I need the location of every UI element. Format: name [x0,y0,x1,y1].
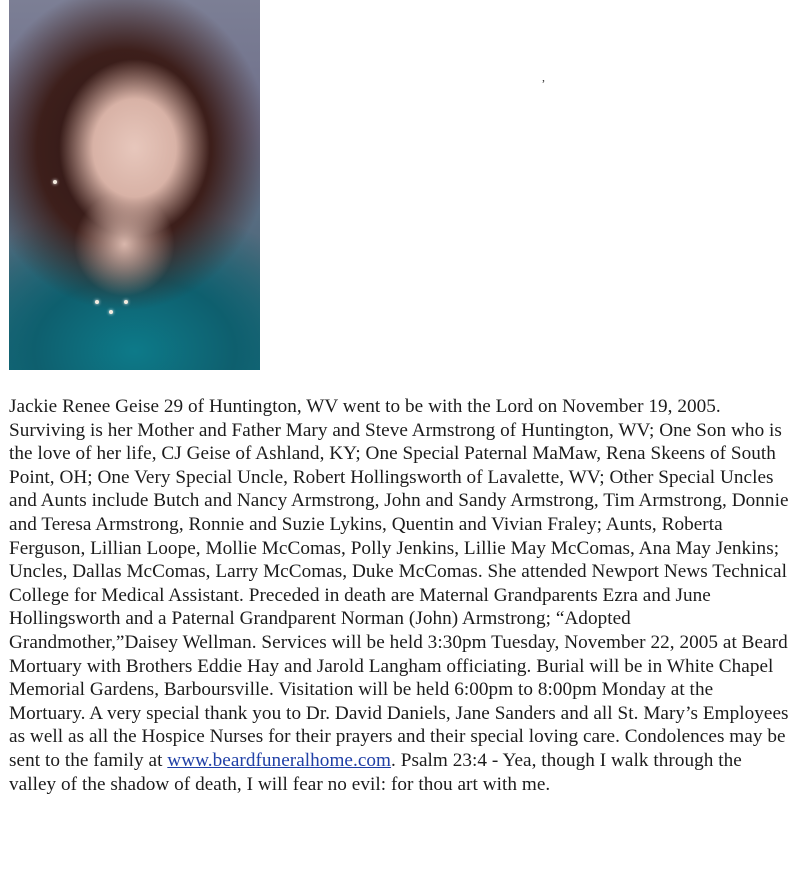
necklace-sparkle [95,300,99,304]
portrait-photo [9,0,260,370]
obituary-closing: . Psalm 23:4 - Yea, though I walk through the valley of the shadow of death, I will fear no evil: for thou art with me. [9,749,742,795]
necklace-sparkle [124,300,128,304]
stray-mark: , [542,70,545,84]
obituary-text [9,395,793,796]
obituary-body: Jackie Renee Geise 29 of Huntington, WV went to be with the Lord on November 19, 2005. Surviving is her Mother and Father Mary and Steve Armstrong of Huntington, WV; One Son who is the love of her life, CJ Geise of Ashland, KY; One Special Paternal MaMaw, Rena Skeens of South Point, OH; One Very Special Uncle, Robert Hollingsworth of Lavalette, WV; Other Special Uncles and Aunts include Butch and Nancy Armstrong, John and Sandy Armstrong, Tim Armstrong, Donnie and Teresa Armstrong, Ronnie and Suzie Lykins, Quentin and Vivian Fraley; Aunts, Roberta Ferguson, Lillian Loope, Mollie McComas, Polly Jenkins, Lillie May McComas, Ana May Jenkins; Uncles, Dallas McComas, Larry McComas, Duke McComas. She attended Newport News Technical College for Medical Assistant. Preceded in death are Maternal Grandparents Ezra and June Hollingsworth and a Paternal Grandparent Norman (John) Armstrong; “Adopted Grandmother,”Daisey Wellman. Services will be held 3:30pm Tuesday, November 22, 2005 at Beard Mortuary with Brothers Eddie Hay and Jarold Langham officiating. Burial will be in White Chapel Memorial Gardens, Barboursville. Visitation will be held 6:00pm to 8:00pm Monday at the Mortuary. A very special thank you to Dr. David Daniels, Jane Sanders and all St. Mary’s Employees as well as all the Hospice Nurses for their prayers and their special loving care. Condolences may be sent to the family at [9,396,789,771]
necklace-sparkle [109,310,113,314]
earring-sparkle [53,180,57,184]
funeral-home-link[interactable]: www.beardfuneralhome.com [167,749,392,771]
